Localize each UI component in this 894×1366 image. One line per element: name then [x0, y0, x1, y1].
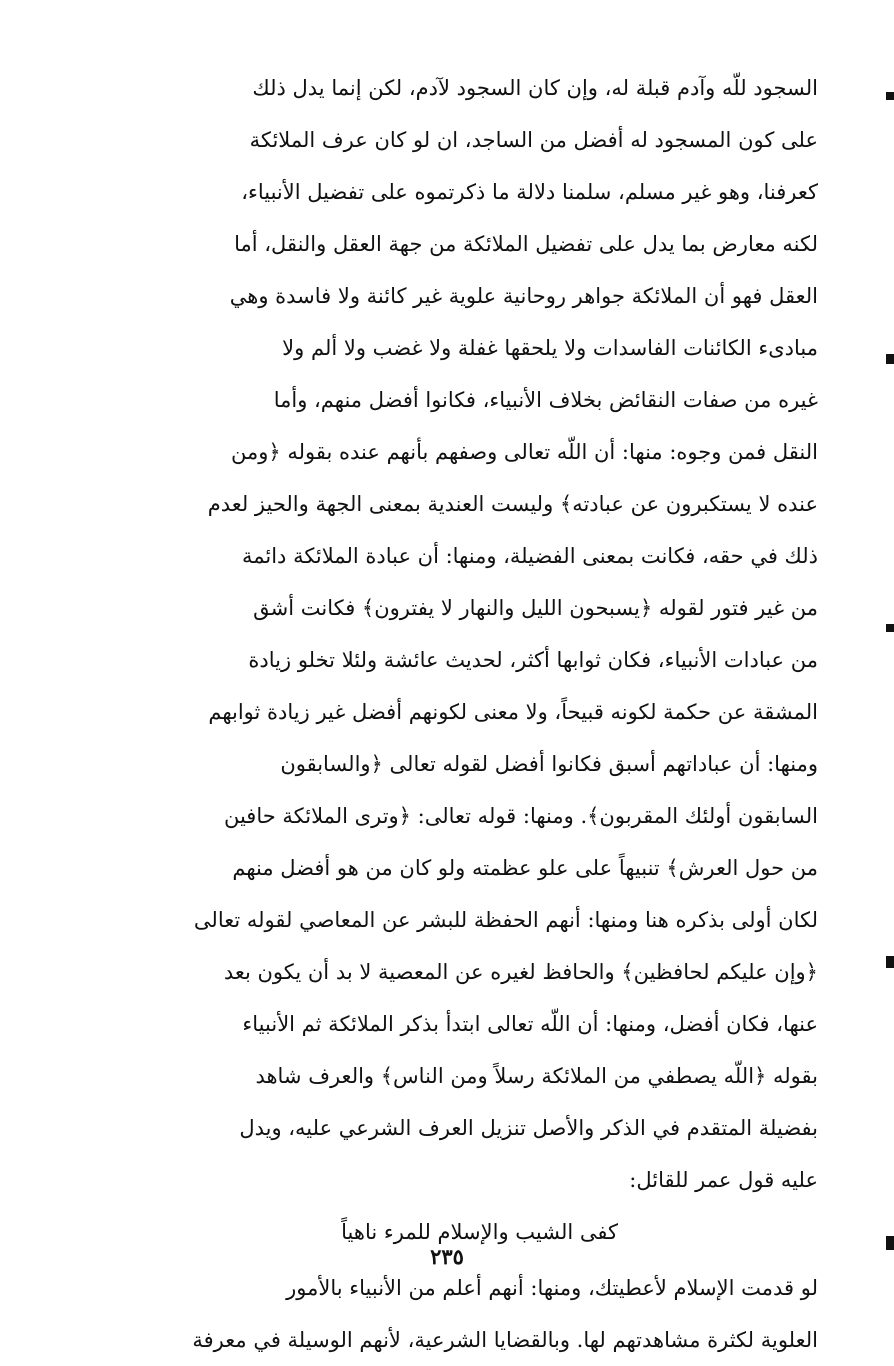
text-line-6: مبادىء الكائنات الفاسدات ولا يلحقها غفلة ولا غضب ولا ألم ولا: [282, 336, 818, 360]
body-text: [118, 62, 818, 1366]
text-line-14: ومنها: أن عباداتهم أسبق فكانوا أفضل لقوله تعالى ﴿والسابقون: [280, 752, 818, 776]
text-line-24: العلوية لكثرة مشاهدتهم لها. وبالقضايا الشرعية، لأنهم الوسيلة في معرفة: [192, 1328, 818, 1352]
text-line-17: لكان أولى بذكره هنا ومنها: أنهم الحفظة للبشر عن المعاصي لقوله تعالى: [193, 908, 818, 932]
text-line-4: لكنه معارض بما يدل على تفضيل الملائكة من جهة العقل والنقل، أما: [234, 232, 818, 256]
text-line-8: النقل فمن وجوه: منها: أن اللّه تعالى وصفهم بأنهم عنده بقوله ﴿ومن: [231, 440, 818, 464]
page-number: ٢٣٥: [430, 1244, 464, 1269]
text-line-3: كعرفنا، وهو غير مسلم، سلمنا دلالة ما ذكرتموه على تفضيل الأنبياء،: [241, 180, 818, 204]
text-line-5: العقل فهو أن الملائكة جواهر روحانية علوية غير كائنة ولا فاسدة وهي: [229, 284, 818, 308]
edge-mark: [886, 624, 894, 632]
text-line-10: ذلك في حقه، فكانت بمعنى الفضيلة، ومنها: أن عبادة الملائكة دائمة: [241, 544, 818, 568]
text-line-13: المشقة عن حكمة لكونه قبيحاً، ولا معنى لكونهم أفضل غير زيادة ثوابهم: [208, 700, 818, 724]
text-line-9: عنده لا يستكبرون عن عبادته﴾ وليست العندية بمعنى الجهة والحيز لعدم: [207, 492, 818, 516]
text-line-22: عليه قول عمر للقائل:: [629, 1168, 818, 1192]
text-line-15: السابقون أولئك المقربون﴾. ومنها: قوله تعالى: ﴿وترى الملائكة حافين: [223, 804, 818, 828]
text-line-19: عنها، فكان أفضل، ومنها: أن اللّه تعالى ابتدأ بذكر الملائكة ثم الأنبياء: [242, 1012, 818, 1036]
text-line-18: ﴿وإن عليكم لحافظين﴾ والحافظ لغيره عن المعصية لا بد أن يكون بعد: [223, 960, 818, 984]
text-line-23: لو قدمت الإسلام لأعطيتك، ومنها: أنهم أعلم من الأنبياء بالأمور: [286, 1276, 818, 1300]
edge-mark: [886, 956, 894, 968]
text-line-20: بقوله ﴿اللّه يصطفي من الملائكة رسلاً ومن الناس﴾ والعرف شاهد: [255, 1064, 818, 1088]
text-line-1: السجود للّه وآدم قبلة له، وإن كان السجود لآدم، لكن إنما يدل ذلك: [252, 76, 818, 100]
text-line-21: بفضيلة المتقدم في الذكر والأصل تنزيل العرف الشرعي عليه، ويدل: [239, 1116, 818, 1140]
edge-mark: [886, 1236, 894, 1250]
edge-mark: [886, 92, 894, 100]
poem-verse: كفى الشيب والإسلام للمرء ناهياً: [341, 1220, 618, 1244]
text-line-16: من حول العرش﴾ تنبيهاً على علو عظمته ولو كان من هو أفضل منهم: [232, 856, 818, 880]
text-line-7: غيره من صفات النقائض بخلاف الأنبياء، فكانوا أفضل منهم، وأما: [273, 388, 818, 412]
text-line-12: من عبادات الأنبياء، فكان ثوابها أكثر، لحديث عائشة ولئلا تخلو زيادة: [248, 648, 818, 672]
text-line-2: على كون المسجود له أفضل من الساجد، ان لو كان عرف الملائكة: [249, 128, 818, 152]
edge-mark: [886, 354, 894, 364]
text-line-11: من غير فتور لقوله ﴿يسبحون الليل والنهار لا يفترون﴾ فكانت أشق: [253, 596, 818, 620]
